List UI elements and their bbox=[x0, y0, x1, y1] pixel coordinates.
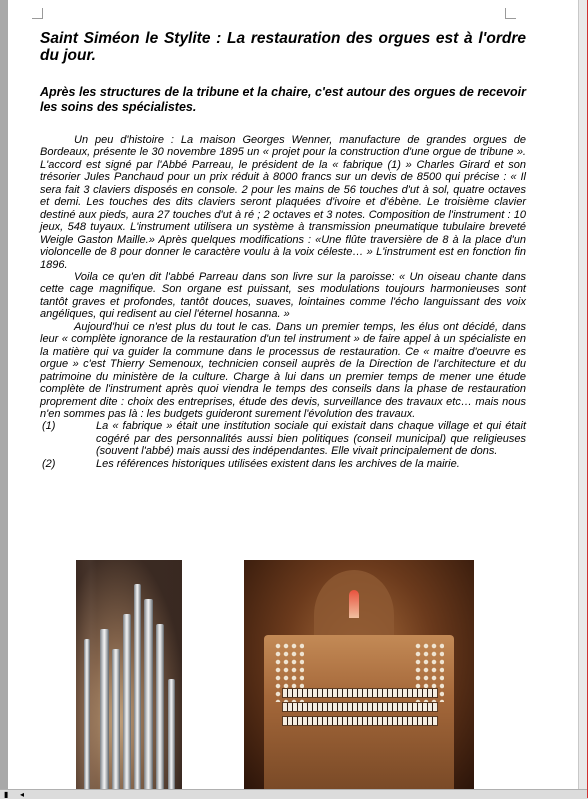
footnote-number: (1) bbox=[42, 420, 56, 433]
paragraph: Aujourd'hui ce n'est plus du tout le cas. Dans un premier temps, les élus ont décidé, dans leur « complète ignorance de la restauration d'un tel instrument » de faire appel à un spécialiste en la matière qui va guider la commune dans le processus de restauration. Ce « maitre d'oeuvre es orgue » c'est Thierry Semenoux, technicien conseil auprès de la Direction de l'architecture et du patrimoine du ministère de la culture. Charge à lui dans un premier temps de mener une étude complète de l'instrument après quoi viendra le temps des conseils dans la phase de restauration proprement dite : choix des entreprises, étude des devis, surveillance des travaux etc… mais nous n'en sommes pas là : les budgets guideront surement l'évolution des travaux. bbox=[40, 320, 526, 420]
left-arrow-icon[interactable]: ◂ bbox=[20, 790, 25, 799]
article-body bbox=[40, 134, 526, 470]
article-title: Saint Siméon le Stylite : La restauration des orgues est à l'ordre du jour. bbox=[40, 30, 526, 64]
article-subtitle: Après les structures de la tribune et la chaire, c'est autour des orgues de recevoir les soins des spécialistes. bbox=[40, 85, 526, 114]
footnote bbox=[40, 458, 526, 470]
footnote-text: Les références historiques utilisées existent dans les archives de la mairie. bbox=[96, 457, 460, 470]
paragraph: Voila ce qu'en dit l'abbé Parreau dans son livre sur la paroisse: « Un oiseau chante dans cette cage magnifique. Son organe est puissant, ses modulations toujours harmonieuses sont tantôt graves et profondes, tantôt douces, suaves, lointaines comme l'écho languissant des voix angéliques, qui redisent au ciel l'éternel hosanna. » bbox=[40, 270, 526, 321]
page-icon[interactable]: ▮ bbox=[4, 790, 9, 799]
margin-corner-marker bbox=[32, 8, 43, 19]
footnote bbox=[40, 420, 526, 457]
footnote-text: La « fabrique » était une institution sociale qui existait dans chaque village et qui était cogéré par des personnalités aussi bien politiques (conseil municipal) que religieuses (souvent l'abbé) mais aussi des indépendantes. Elle vivait principalement de dons. bbox=[96, 420, 526, 458]
organ-pipes-photo bbox=[76, 560, 182, 789]
footnote-number: (2) bbox=[42, 457, 56, 470]
margin-corner-marker bbox=[505, 8, 516, 19]
paragraph: Un peu d'histoire : La maison Georges Wenner, manufacture de grandes orgues de Bordeaux, présente le 30 novembre 1895 un « projet pour la construction d'une orgue de tribune ». L'accord est signé par l'Abbé Parreau, le président de la « fabrique (1) » Charles Girard et son trésorier Jules Panchaud pour un prix réduit à 8000 francs sur un devis de 8500 qui précise : « Il sera fait 3 claviers disposés en console. 2 pour les mains de 56 touches d'ut à sol, quatre octaves et demi. Les touches des dits claviers seront plaquées d'ivoire et d'ébène. Le troisième clavier destiné aux pieds, aura 27 touches d'ut à ré ; 2 octaves et 3 notes. Composition de l'instrument : 10 jeux, 548 tuyaux. L'instrument utilisera un système à transmission pneumatique tubulaire breveté Weigle Gaston Maille.» Après quelques modifications : «Une flûte traversière de 8 à la place d'un violoncelle de 8 pour donner le caractère voulu à la voix céleste… » L'instrument est en fonction fin 1896. bbox=[40, 134, 526, 271]
organ-console-photo bbox=[244, 560, 474, 789]
